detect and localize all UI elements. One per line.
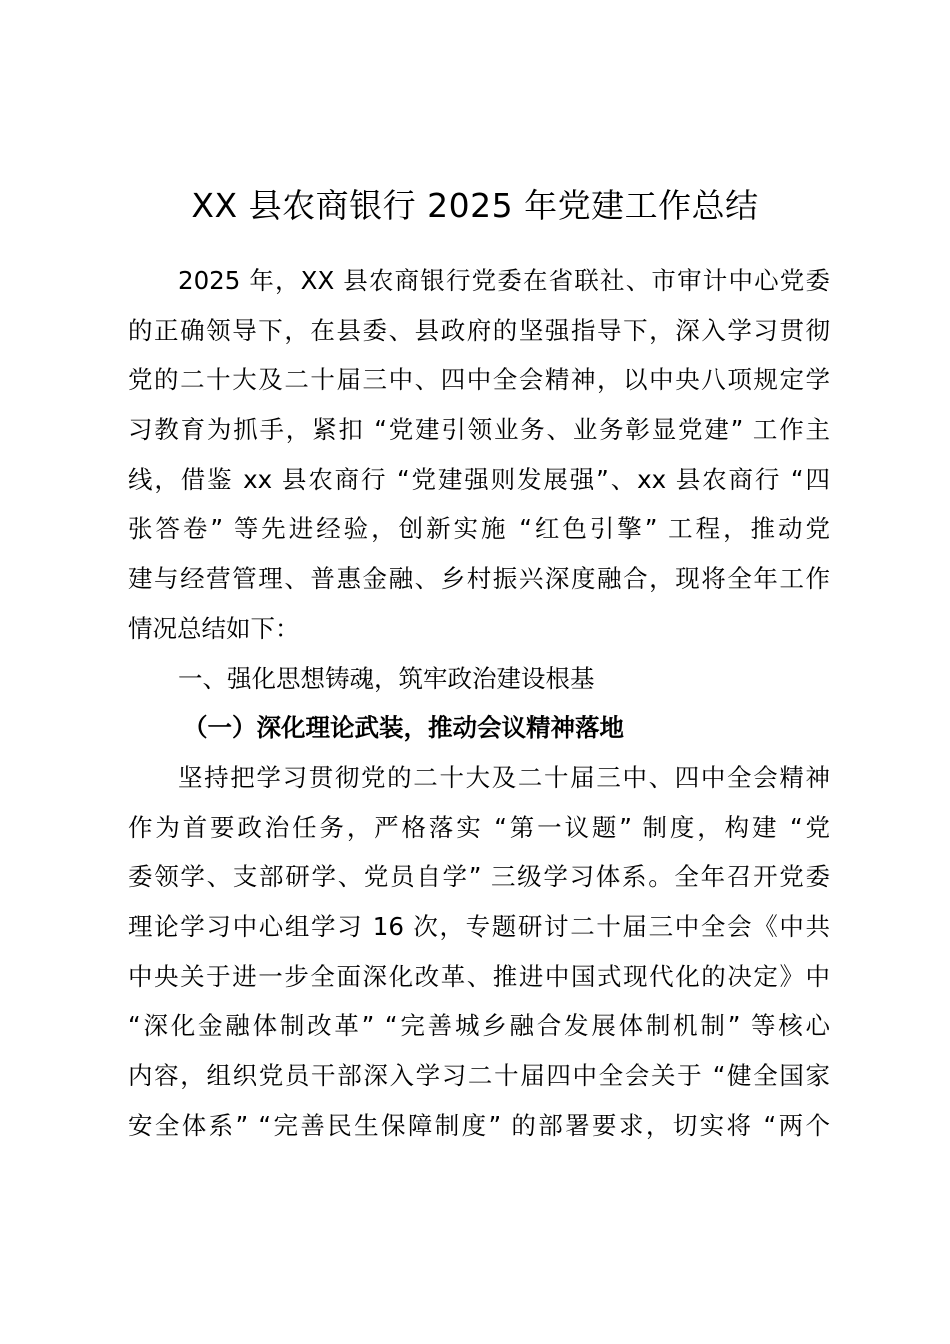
subsection-paragraph (128, 753, 830, 1151)
paragraph-line: 理论学习中心组学习 16 次，专题研讨二十届三中全会《中共 (128, 911, 830, 941)
paragraph-line: 习教育为抓手，紧扣 “党建引领业务、业务彰显党建” 工作主 (128, 415, 830, 445)
paragraph-line: 2025 年，XX 县农商银行党委在省联社、市审计中心党委 (178, 266, 830, 295)
intro-paragraph (128, 256, 830, 1150)
paragraph-line: 线，借鉴 xx 县农商行 “党建强则发展强”、xx 县农商行 “四 (128, 464, 830, 494)
paragraph-line: 情况总结如下： (128, 613, 300, 643)
paragraph-line: 坚持把学习贯彻党的二十大及二十届三中、四中全会精神 (178, 762, 830, 792)
subsection-heading: （一）深化理论武装，推动会议精神落地 (183, 713, 624, 743)
paragraph-line: 委领学、支部研学、党员自学” 三级学习体系。全年召开党委 (128, 862, 830, 892)
paragraph-line: 中央关于进一步全面深化改革、推进中国式现代化的决定》中 (128, 961, 830, 991)
paragraph-line: 内容，组织党员干部深入学习二十届四中全会关于 “健全国家 (128, 1061, 830, 1090)
paragraph-line: 作为首要政治任务，严格落实 “第一议题” 制度，构建 “党 (128, 812, 830, 842)
paragraph-line: 建与经营管理、普惠金融、乡村振兴深度融合，现将全年工作 (128, 564, 830, 594)
section-heading: 一、强化思想铸魂，筑牢政治建设根基 (178, 663, 595, 693)
paragraph-line: 的正确领导下，在县委、县政府的坚强指导下，深入学习贯彻 (128, 315, 830, 345)
paragraph-line: “深化金融体制改革” “完善城乡融合发展体制机制” 等核心 (128, 1011, 831, 1041)
document-title: XX 县农商银行 2025 年党建工作总结 (191, 186, 759, 225)
paragraph-line: 安全体系” “完善民生保障制度” 的部署要求，切实将 “两个 (128, 1110, 830, 1140)
paragraph-line: 张答卷” 等先进经验，创新实施 “红色引擎” 工程，推动党 (128, 514, 830, 544)
paragraph-line: 党的二十大及二十届三中、四中全会精神，以中央八项规定学 (128, 365, 830, 395)
